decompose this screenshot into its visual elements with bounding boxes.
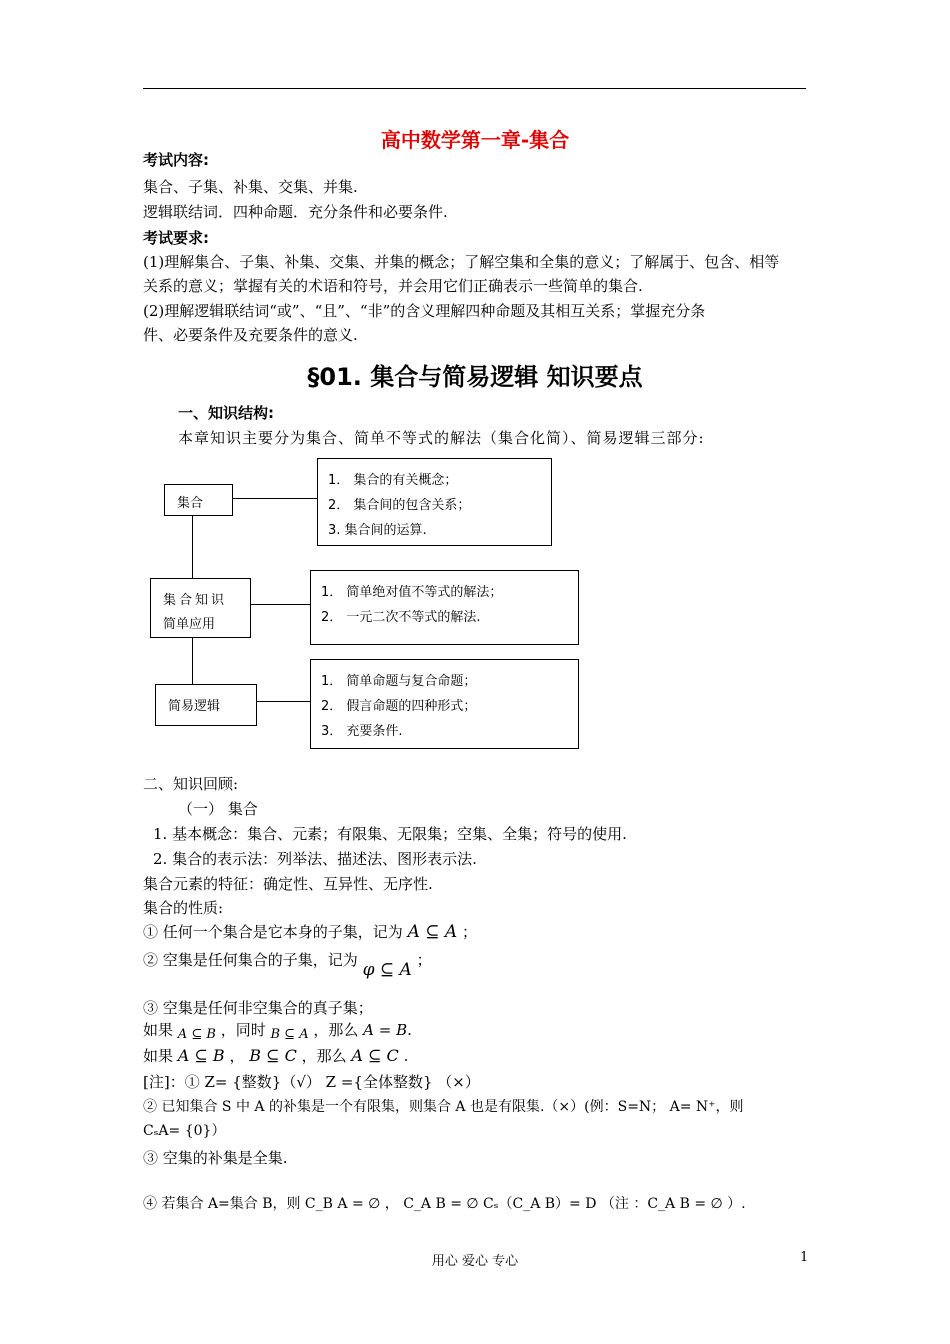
set-features: 集合元素的特征：确定性、互异性、无序性. xyxy=(143,875,433,893)
node-set xyxy=(164,484,233,516)
box-logic-topic-3: 3． 充要条件. xyxy=(321,724,403,739)
property-2-end: ； xyxy=(416,951,432,969)
box-set-topics xyxy=(317,458,552,546)
property-3: ③ 空集是任何非空集合的真子集； xyxy=(143,999,373,1017)
if-statement-2 xyxy=(143,1046,408,1066)
node-set-application xyxy=(150,578,251,638)
section-heading: §01. 集合与简易逻辑 知识要点 xyxy=(307,363,643,391)
box-inequality-topics xyxy=(310,570,579,645)
requirement-2a: (2)理解逻辑联结词“或”、“且”、“非”的含义理解四种命题及其相互关系；掌握充分条 xyxy=(143,302,706,320)
connector-horizontal-1 xyxy=(232,498,317,499)
exam-content-heading: 考试内容: xyxy=(143,151,209,169)
box-logic-topic-2: 2． 假言命题的四种形式； xyxy=(321,699,477,714)
property-1-text: ① 任何一个集合是它本身的子集，记为 xyxy=(143,923,403,941)
box-logic-topic-1: 1． 简单命题与复合命题； xyxy=(321,674,477,689)
if2-a: 如果 xyxy=(143,1047,174,1065)
review-item-1: 1. 基本概念：集合、元素；有限集、无限集；空集、全集；符号的使用. xyxy=(153,825,627,843)
review-item-2: 2. 集合的表示法：列举法、描述法、图形表示法. xyxy=(153,850,477,868)
connector-vertical-2 xyxy=(192,636,193,684)
if2-math-3: A ⊆ C xyxy=(351,1046,399,1065)
if2-d: . xyxy=(403,1047,409,1065)
header-rule xyxy=(143,88,806,89)
node-set-application-line2: 简单应用 xyxy=(163,617,216,632)
page-number: 1 xyxy=(800,1250,809,1265)
property-1-end: ； xyxy=(461,923,477,941)
note-2a: ② 已知集合 S 中 A 的补集是一个有限集，则集合 A 也是有限集.（×）(例：S=N； A= N⁺，则 xyxy=(143,1099,744,1115)
box-set-topic-3: 3. 集合间的运算. xyxy=(328,523,427,538)
if2-math-1: A ⊆ B xyxy=(177,1046,225,1065)
connector-vertical-1 xyxy=(192,514,193,578)
note-1: [注]：① Z= {整数}（√） Z ={全体整数} （×） xyxy=(143,1073,480,1091)
structure-intro: 本章知识主要分为集合、简单不等式的解法（集合化简）、简易逻辑三部分: xyxy=(178,429,705,447)
exam-requirements-heading: 考试要求: xyxy=(143,229,209,247)
set-properties-heading: 集合的性质: xyxy=(143,899,224,917)
node-set-label: 集合 xyxy=(177,496,204,511)
box-inequality-topic-2: 2． 一元二次不等式的解法. xyxy=(321,610,481,625)
property-2-math: φ ⊆ A xyxy=(362,960,412,980)
property-1-math: A ⊆ A xyxy=(407,922,458,942)
box-set-topic-1: 1． 集合的有关概念； xyxy=(328,473,458,488)
property-2-text: ② 空集是任何集合的子集，记为 xyxy=(143,951,358,969)
requirement-2b: 件、必要条件及充要条件的意义. xyxy=(143,326,358,344)
if1-a: 如果 xyxy=(143,1021,174,1039)
if-statement-1 xyxy=(143,1020,412,1042)
node-simple-logic-label: 简易逻辑 xyxy=(168,699,221,714)
requirement-1a: (1)理解集合、子集、补集、交集、并集的概念；了解空集和全集的意义；了解属于、包含、相等 xyxy=(143,253,780,271)
connector-horizontal-2 xyxy=(250,604,310,605)
box-logic-topics xyxy=(310,659,579,749)
if1-math-2: B ⊆ A xyxy=(270,1027,309,1042)
node-set-application-line1: 集合知识 xyxy=(163,593,228,608)
property-2 xyxy=(143,950,432,980)
property-1 xyxy=(143,922,477,942)
if1-b: ，同时 xyxy=(220,1021,266,1039)
if2-math-2: B ⊆ C xyxy=(249,1046,297,1065)
box-inequality-topic-1: 1． 简单绝对值不等式的解法； xyxy=(321,585,503,600)
if2-b: ， xyxy=(229,1047,245,1065)
note-3: ③ 空集的补集是全集. xyxy=(143,1149,288,1167)
box-set-topic-2: 2． 集合间的包含关系； xyxy=(328,498,471,513)
connector-horizontal-3 xyxy=(256,701,310,702)
structure-heading: 一、知识结构: xyxy=(178,404,274,422)
exam-content-line2: 逻辑联结词．四种命题．充分条件和必要条件. xyxy=(143,203,448,221)
requirement-1b: 关系的意义；掌握有关的术语和符号，并会用它们正确表示一些简单的集合. xyxy=(143,277,643,295)
footer-text: 用心 爱心 专心 xyxy=(431,1254,519,1269)
if1-c: ，那么 xyxy=(313,1021,359,1039)
if2-c: ，那么 xyxy=(301,1047,347,1065)
exam-content-line1: 集合、子集、补集、交集、并集. xyxy=(143,178,358,196)
review-heading: 二、知识回顾: xyxy=(143,775,239,793)
if1-math-1: A ⊆ B xyxy=(177,1027,216,1042)
note-2b: CₛA= {0}） xyxy=(143,1123,226,1139)
review-subheading: （一） 集合 xyxy=(178,800,258,818)
note-4: ④ 若集合 A=集合 B，则 C_B A = ∅ ， C_A B = ∅ Cₛ（C_A B）= D （注 ：C_A B = ∅ ）. xyxy=(143,1196,746,1212)
node-simple-logic xyxy=(155,684,257,726)
if1-math-3: A = B. xyxy=(363,1021,412,1039)
page-title: 高中数学第一章-集合 xyxy=(380,128,570,152)
